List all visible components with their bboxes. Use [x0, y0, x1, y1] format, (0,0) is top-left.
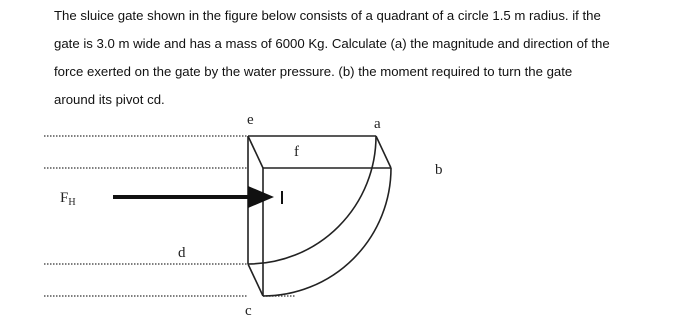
gate-diagonal-left — [248, 136, 263, 168]
gate-back-arc — [263, 168, 391, 296]
label-b: b — [435, 162, 443, 178]
label-f: f — [294, 144, 299, 160]
gate-front-arc — [248, 136, 376, 264]
label-c: c — [245, 303, 252, 319]
force-subscript: H — [68, 197, 76, 208]
force-arrow — [113, 186, 282, 208]
question-line: gate is 3.0 m wide and has a mass of 6000 Kg. Calculate (a) the magnitude and direction of the — [54, 36, 610, 51]
force-symbol: F — [60, 190, 69, 206]
label-force-h — [60, 190, 76, 208]
question-line: around its pivot cd. — [54, 92, 165, 107]
label-a: a — [374, 116, 381, 132]
force-arrow-head — [248, 186, 274, 208]
gate-bottom-diagonal — [248, 264, 263, 296]
gate-diagonal-right — [376, 136, 391, 168]
label-e: e — [247, 112, 254, 128]
label-d: d — [178, 245, 186, 261]
question-line: force exerted on the gate by the water pressure. (b) the moment required to turn the gate — [54, 64, 573, 79]
gate-quadrant — [248, 136, 391, 296]
water-lines — [44, 136, 296, 296]
question-line: The sluice gate shown in the figure below consists of a quadrant of a circle 1.5 m radius. if the — [54, 8, 601, 23]
